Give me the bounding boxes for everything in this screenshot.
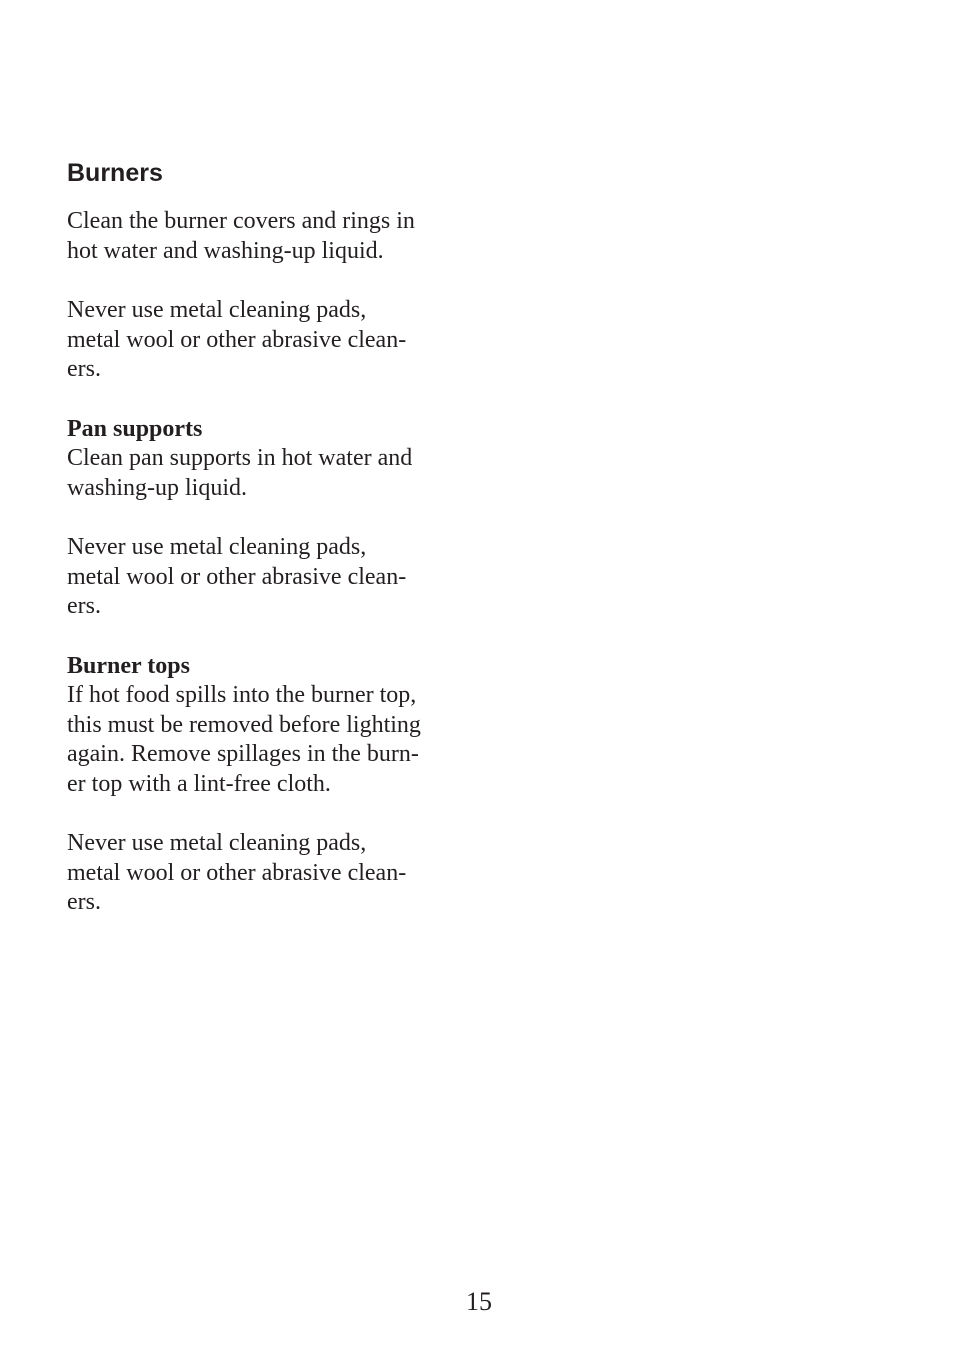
paragraph-line: ers.: [67, 889, 101, 916]
burner-tops-heading: Burner tops: [67, 653, 190, 679]
paragraph-line: metal wool or other abrasive clean-: [67, 563, 407, 590]
paragraph-line: this must be removed before lighting: [67, 711, 421, 738]
paragraph-line: Clean pan supports in hot water and: [67, 445, 413, 471]
paragraph-line: hot water and washing-up liquid.: [67, 237, 384, 264]
burner-tops-warning-paragraph: [67, 829, 457, 918]
pan-supports-clean-paragraph: [67, 444, 457, 503]
paragraph-line: again. Remove spillages in the burn-: [67, 741, 419, 768]
burners-clean-paragraph: [67, 207, 457, 266]
paragraph-line: washing-up liquid.: [67, 474, 247, 501]
paragraph-line: Never use metal cleaning pads,: [67, 297, 367, 323]
paragraph-line: metal wool or other abrasive clean-: [67, 326, 407, 353]
pan-supports-heading: Pan supports: [67, 416, 203, 442]
paragraph-line: ers.: [67, 593, 101, 620]
paragraph-line: Never use metal cleaning pads,: [67, 534, 367, 560]
burner-tops-clean-paragraph: [67, 681, 457, 800]
burners-warning-paragraph: [67, 296, 457, 385]
paragraph-line: If hot food spills into the burner top,: [67, 682, 417, 708]
pan-supports-warning-paragraph: [67, 533, 457, 622]
paragraph-line: er top with a lint-free cloth.: [67, 771, 331, 798]
paragraph-line: ers.: [67, 356, 101, 383]
section-title: Burners: [67, 159, 163, 187]
paragraph-line: Never use metal cleaning pads,: [67, 830, 367, 856]
paragraph-line: Clean the burner covers and rings in: [67, 208, 415, 234]
page-number: 15: [466, 1287, 492, 1316]
paragraph-line: metal wool or other abrasive clean-: [67, 859, 407, 886]
